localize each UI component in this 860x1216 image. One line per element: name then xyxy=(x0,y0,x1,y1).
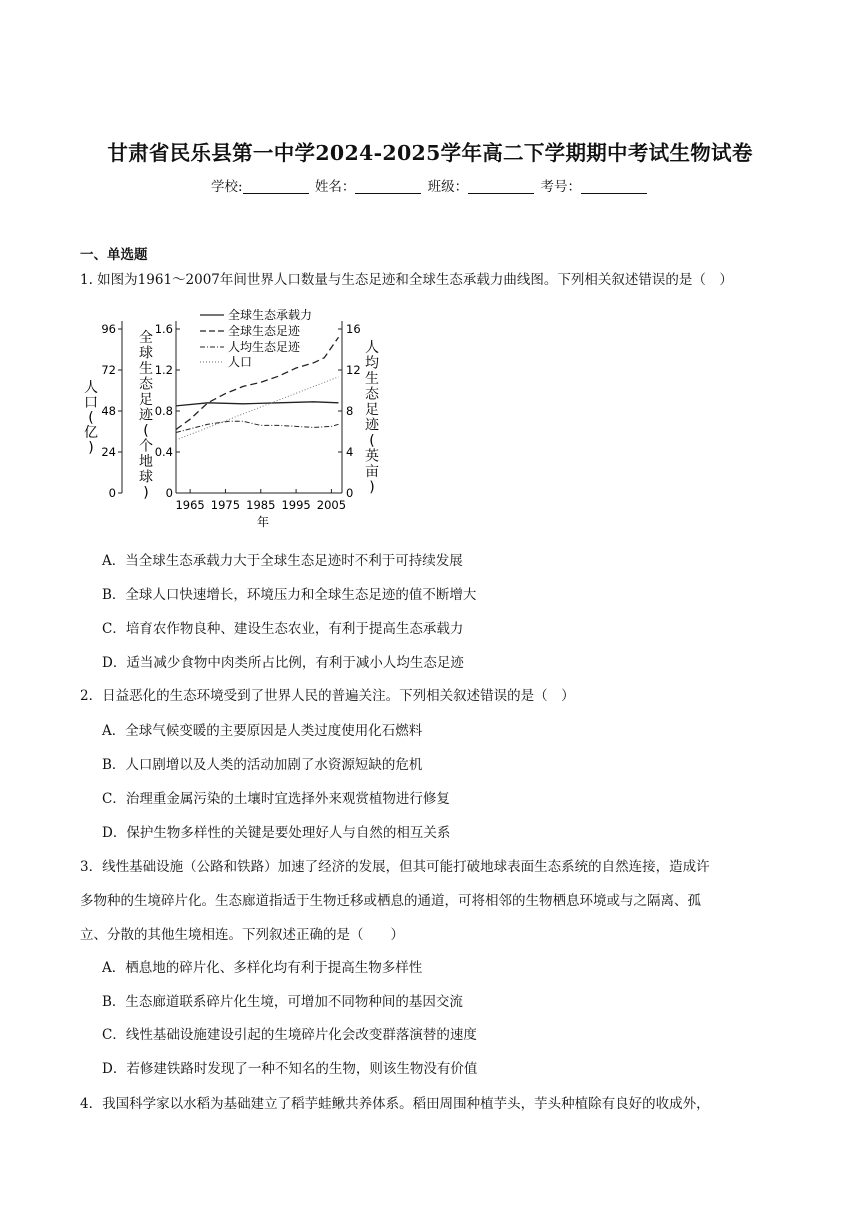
legend-label-footprint: 全球生态足迹 xyxy=(228,324,301,338)
question-2-option-a[interactable]: A．全球气候变暖的主要原因是人类过度使用化石燃料 xyxy=(102,723,423,739)
class-label: 班级： xyxy=(427,179,469,195)
question-1-option-a[interactable]: A．当全球生态承载力大于全球生态足迹时不利于可持续发展 xyxy=(102,553,463,569)
series-line-per-capita xyxy=(176,421,339,432)
question-3-option-a[interactable]: A．栖息地的碎片化、多样化均有利于提高生物多样性 xyxy=(102,960,423,976)
question-3-option-d[interactable]: D．若修建铁路时发现了一种不知名的生物，则该生物没有价值 xyxy=(102,1061,478,1077)
question-3-stem-line-2: 多物种的生境碎片化。生态廊道指适于生物迁移或栖息的通道，可将相邻的生物栖息环境或与之隔离、孤 xyxy=(80,893,701,909)
question-3-stem-line-3: 立、分散的其他生境相连。下列叙述正确的是（ ） xyxy=(80,927,404,943)
population-footprint-chart xyxy=(80,308,380,540)
class-blank[interactable] xyxy=(468,179,534,194)
school-blank[interactable] xyxy=(243,179,309,194)
exam-title: 甘肃省民乐县第一中学2024-2025学年高二下学期期中考试生物试卷 xyxy=(107,141,753,165)
name-label: 姓名： xyxy=(314,179,356,195)
series-line-population xyxy=(176,377,339,440)
question-3-option-b[interactable]: B．生态廊道联系碎片化生境，可增加不同物种间的基因交流 xyxy=(102,994,463,1010)
question-1-option-c[interactable]: C．培育农作物良种、建设生态农业，有利于提高生态承载力 xyxy=(102,621,464,637)
question-1-stem: 1. 如图为1961～2007年间世界人口数量与生态足迹和全球生态承载力曲线图。下列相关叙述错误的是（ ） xyxy=(80,272,733,288)
per-capita-tick-label: 16 xyxy=(346,322,361,336)
exam-number-label: 考号： xyxy=(540,179,581,195)
population-tick-label: 0 xyxy=(108,486,116,500)
per-capita-tick-label: 0 xyxy=(346,486,354,500)
x-tick-label: 1975 xyxy=(210,498,241,512)
per-capita-tick-label: 4 xyxy=(346,445,354,459)
footprint-tick-label: 1.6 xyxy=(154,322,173,336)
x-axis-label: 年 xyxy=(256,515,270,529)
per-capita-tick-label: 8 xyxy=(346,404,354,418)
series-line-capacity xyxy=(176,402,339,406)
name-blank[interactable] xyxy=(355,179,421,194)
x-tick-label: 1995 xyxy=(281,498,311,512)
population-tick-label: 72 xyxy=(101,363,116,377)
x-tick-label: 1985 xyxy=(246,498,276,512)
per-capita-tick-label: 12 xyxy=(346,363,361,377)
footprint-tick-label: 0 xyxy=(165,486,173,500)
legend-label-capacity: 全球生态承载力 xyxy=(228,308,313,322)
population-tick-label: 96 xyxy=(101,322,116,336)
legend-label-per-capita: 人均生态足迹 xyxy=(228,340,301,354)
question-3-option-c[interactable]: C．线性基础设施建设引起的生境碎片化会改变群落演替的速度 xyxy=(102,1027,477,1043)
question-2-option-c[interactable]: C．治理重金属污染的土壤时宜选择外来观赏植物进行修复 xyxy=(102,791,450,807)
section-title: 一、单选题 xyxy=(80,247,148,263)
footprint-tick-label: 0.8 xyxy=(154,404,173,418)
question-2-option-b[interactable]: B．人口剧增以及人类的活动加剧了水资源短缺的危机 xyxy=(102,757,423,773)
question-4-stem: 4．我国科学家以水稻为基础建立了稻芋蛙鳅共养体系。稻田周围种植芋头，芋头种植除有良好的收成外， xyxy=(80,1096,710,1112)
x-tick-label: 2005 xyxy=(316,498,347,512)
population-tick-label: 24 xyxy=(101,445,116,459)
per-capita-axis-label: 人均生态足迹(英亩) xyxy=(365,340,379,496)
question-2-stem: 2．日益恶化的生态环境受到了世界人民的普遍关注。下列相关叙述错误的是（ ） xyxy=(80,688,575,704)
school-label: 学校: xyxy=(211,179,243,195)
population-tick-label: 48 xyxy=(101,404,116,418)
question-1-option-d[interactable]: D．适当减少食物中肉类所占比例，有利于减小人均生态足迹 xyxy=(102,655,464,671)
chart-legend xyxy=(200,308,312,369)
question-1-option-b[interactable]: B．全球人口快速增长，环境压力和全球生态足迹的值不断增大 xyxy=(102,587,477,603)
student-info-line xyxy=(0,175,860,195)
question-3-stem-line-1: 3．线性基础设施（公路和铁路）加速了经济的发展，但其可能打破地球表面生态系统的自然连接，造成许 xyxy=(80,859,710,875)
footprint-axis-label: 全球生态足迹(个地球) xyxy=(139,330,153,501)
x-tick-label: 1965 xyxy=(175,498,205,512)
population-axis-label: 人口(亿) xyxy=(84,380,98,456)
footprint-tick-label: 1.2 xyxy=(154,363,173,377)
question-2-option-d[interactable]: D．保护生物多样性的关键是要处理好人与自然的相互关系 xyxy=(102,825,451,841)
legend-label-population: 人口 xyxy=(228,355,253,369)
exam-number-blank[interactable] xyxy=(581,179,647,194)
footprint-tick-label: 0.4 xyxy=(154,445,173,459)
